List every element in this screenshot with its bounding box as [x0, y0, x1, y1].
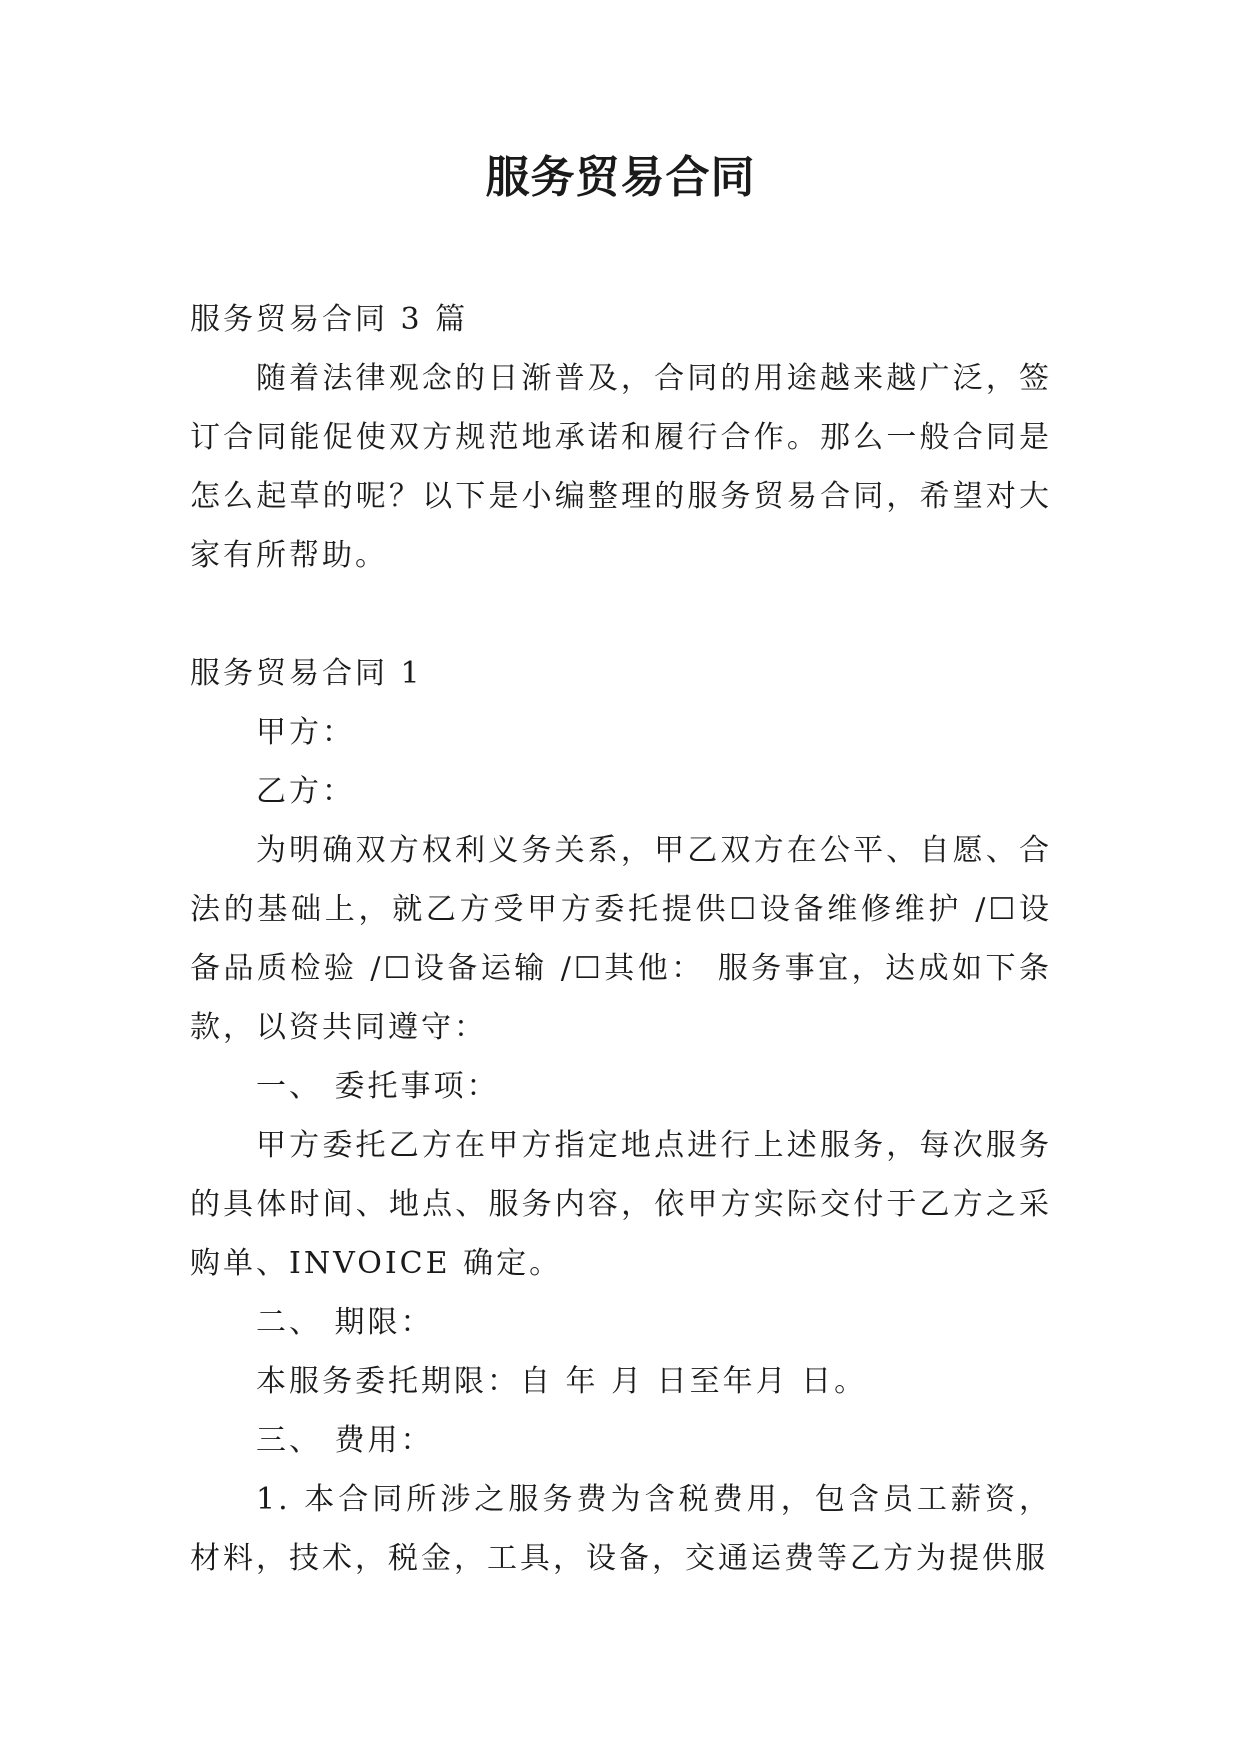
preamble-paragraph: 为明确双方权利义务关系，甲乙双方在公平、自愿、合法的基础上，就乙方受甲方委托提供☐设备维修维护 /☐设备品质检验 /☐设备运输 /☐其他： 服务事宜，达成如下条款，以资共同遵守：	[190, 833, 1052, 1045]
clause-body-2: 本服务委托期限：自 年 月 日至年月 日。	[256, 1364, 868, 1399]
clause-body-1: 甲方委托乙方在甲方指定地点进行上述服务，每次服务的具体时间、地点、服务内容，依甲方实际交付于乙方之采购单、INVOICE 确定。	[190, 1128, 1052, 1281]
party-b-line: 乙方：	[256, 774, 355, 809]
clause-heading-1: 一、 委托事项：	[256, 1069, 500, 1104]
clause-heading-2: 二、 期限：	[256, 1305, 434, 1340]
clause-heading-3: 三、 费用：	[256, 1423, 434, 1458]
party-a-line: 甲方：	[256, 715, 355, 750]
intro-paragraph: 随着法律观念的日渐普及，合同的用途越来越广泛，签订合同能促使双方规范地承诺和履行合作。那么一般合同是怎么起草的呢？以下是小编整理的服务贸易合同，希望对大家有所帮助。	[190, 361, 1052, 573]
document-title: 服务贸易合同	[485, 152, 756, 203]
subtitle-line: 服务贸易合同 3 篇	[190, 302, 469, 337]
clause-body-3: 1. 本合同所涉之服务费为含税费用，包含员工薪资，材料，技术，税金，工具，设备，交通运费等乙方为提供服	[190, 1482, 1052, 1576]
document-body	[190, 290, 1052, 1588]
section-heading: 服务贸易合同 1	[190, 656, 423, 691]
